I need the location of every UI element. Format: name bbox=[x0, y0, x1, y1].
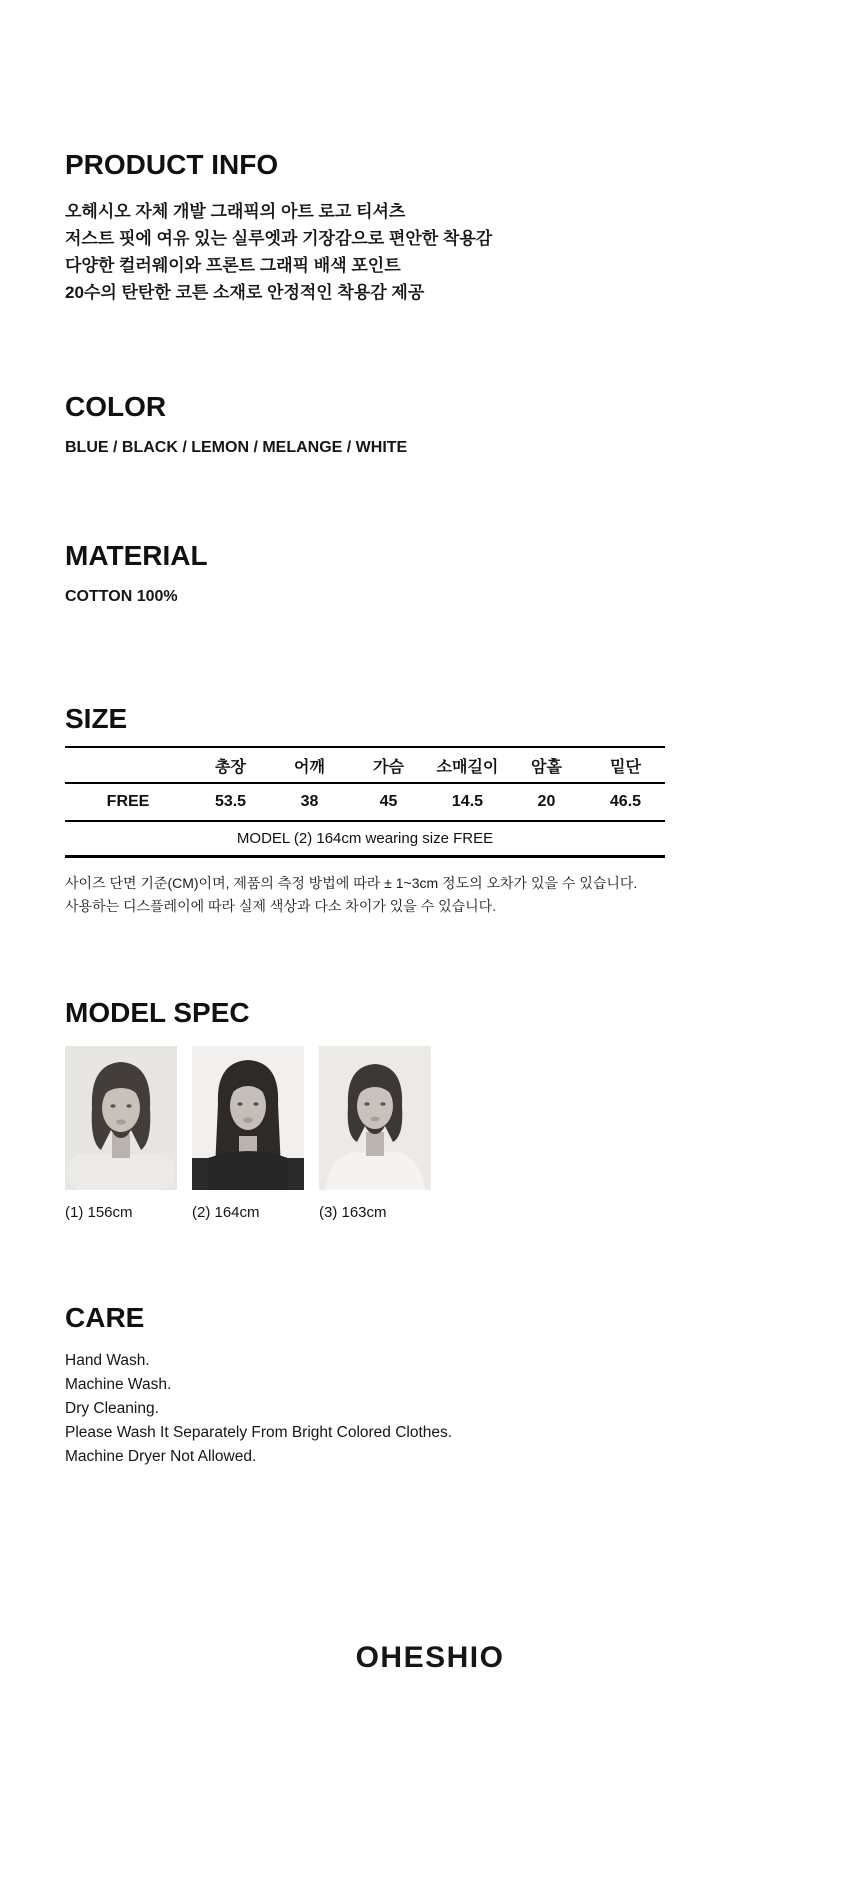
model-caption-1: (1) 156cm bbox=[65, 1203, 133, 1221]
model-wearing-note: MODEL (2) 164cm wearing size FREE bbox=[65, 821, 665, 856]
size-col-armhole: 암홀 bbox=[507, 747, 586, 783]
size-col-shoulder: 어깨 bbox=[270, 747, 349, 783]
size-table-row-free bbox=[65, 783, 665, 821]
care-item: Dry Cleaning. bbox=[65, 1399, 159, 1417]
size-table bbox=[65, 746, 665, 858]
brand-logo: OHESHIO bbox=[355, 1640, 505, 1674]
size-value-hem: 46.5 bbox=[586, 783, 665, 821]
size-col-chest: 가슴 bbox=[349, 747, 428, 783]
model-captions bbox=[65, 1204, 795, 1221]
footer bbox=[65, 1641, 795, 1775]
material-heading: MATERIAL bbox=[65, 540, 208, 571]
care-item: Machine Wash. bbox=[65, 1375, 172, 1393]
model-portrait-image bbox=[65, 1046, 177, 1190]
size-table-header-row bbox=[65, 747, 665, 783]
product-info-line: 20수의 탄탄한 코튼 소재로 안정적인 착용감 제공 bbox=[65, 283, 425, 302]
model-spec-heading: MODEL SPEC bbox=[65, 996, 250, 1028]
care-item: Please Wash It Separately From Bright Colored Clothes. bbox=[65, 1423, 453, 1441]
model-photo-1 bbox=[65, 1046, 177, 1190]
care-heading: CARE bbox=[65, 1301, 145, 1333]
product-info-line: 오헤시오 자체 개발 그래픽의 아트 로고 티셔츠 bbox=[65, 202, 406, 221]
material-value: COTTON 100% bbox=[65, 588, 178, 605]
model-portrait-image bbox=[319, 1046, 431, 1190]
size-value-shoulder: 38 bbox=[270, 783, 349, 821]
product-info-heading: PRODUCT INFO bbox=[65, 149, 279, 180]
model-photo-2 bbox=[192, 1046, 304, 1190]
care-item: Hand Wash. bbox=[65, 1351, 150, 1369]
size-table-model-note-row bbox=[65, 821, 665, 856]
model-photos bbox=[65, 1046, 795, 1190]
size-note-tolerance: 사이즈 단면 기준(CM)이며, 제품의 측정 방법에 따라 ± 1~3cm 정도의 오차가 있을 수 있습니다. bbox=[65, 874, 638, 891]
product-info-description bbox=[65, 198, 795, 306]
care-instructions bbox=[65, 1349, 795, 1469]
size-col-blank bbox=[65, 747, 191, 783]
model-caption-3: (3) 163cm bbox=[319, 1203, 387, 1221]
size-note-display: 사용하는 디스플레이에 따라 실제 색상과 다소 차이가 있을 수 있습니다. bbox=[65, 897, 497, 914]
size-value-armhole: 20 bbox=[507, 783, 586, 821]
color-options: BLUE / BLACK / LEMON / MELANGE / WHITE bbox=[65, 439, 408, 456]
size-value-sleeve-length: 14.5 bbox=[428, 783, 507, 821]
product-info-line: 저스트 핏에 여유 있는 실루엣과 기장감으로 편안한 착용감 bbox=[65, 229, 493, 248]
model-caption-2: (2) 164cm bbox=[192, 1203, 260, 1221]
size-label: FREE bbox=[65, 783, 191, 821]
model-photo-3 bbox=[319, 1046, 431, 1190]
size-col-total-length: 총장 bbox=[191, 747, 270, 783]
model-portrait-image bbox=[192, 1046, 304, 1190]
care-item: Machine Dryer Not Allowed. bbox=[65, 1447, 257, 1465]
size-value-chest: 45 bbox=[349, 783, 428, 821]
size-col-hem: 밑단 bbox=[586, 747, 665, 783]
size-heading: SIZE bbox=[65, 703, 128, 734]
color-heading: COLOR bbox=[65, 391, 167, 422]
size-value-total-length: 53.5 bbox=[191, 783, 270, 821]
product-detail-page bbox=[0, 148, 860, 1775]
size-col-sleeve-length: 소매길이 bbox=[428, 747, 507, 783]
product-info-line: 다양한 컬러웨이와 프론트 그래픽 배색 포인트 bbox=[65, 256, 401, 275]
size-notes bbox=[65, 872, 795, 918]
